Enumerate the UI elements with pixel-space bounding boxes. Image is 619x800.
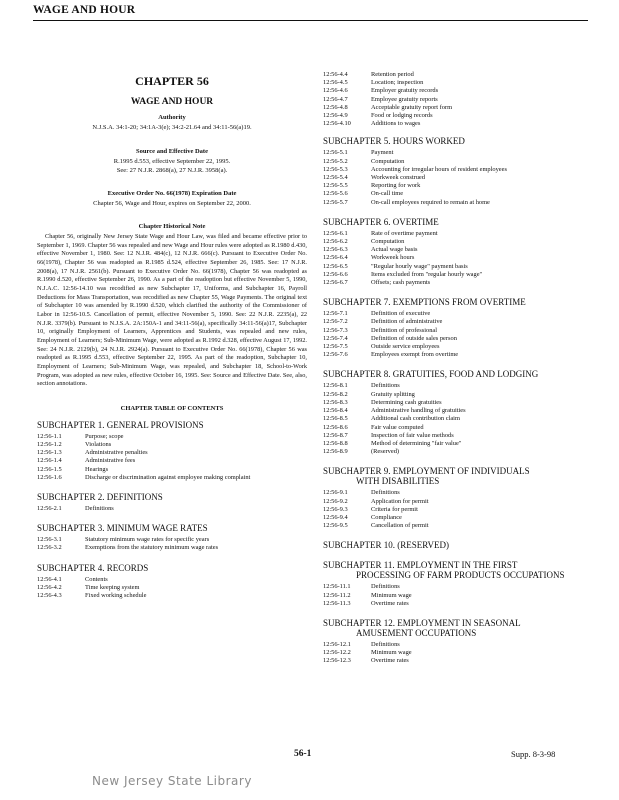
section-number: 12:56-4.4 <box>323 71 348 78</box>
subchapter-heading: SUBCHAPTER 7. EXEMPTIONS FROM OVERTIME <box>323 297 526 308</box>
toc-entry <box>323 254 601 262</box>
toc-entry <box>323 440 601 448</box>
section-title: Workweek hours <box>371 254 415 262</box>
section-number: 12:56-1.1 <box>37 432 62 440</box>
supplement-date: Supp. 8-3-98 <box>511 749 556 759</box>
toc-entry <box>323 600 601 608</box>
toc-entry <box>37 505 307 513</box>
toc-entry <box>323 351 601 359</box>
toc-entry <box>323 263 601 271</box>
section-number: 12:56-8.8 <box>323 439 348 447</box>
section-title: Computation <box>371 157 405 165</box>
section-title: Fair value computed <box>371 423 424 431</box>
toc-entry <box>323 498 601 506</box>
toc-entry <box>323 190 601 198</box>
section-number: 12:56-7.6 <box>323 351 348 359</box>
subchapter-heading: SUBCHAPTER 5. HOURS WORKED <box>323 136 465 147</box>
section-number: 12:56-4.6 <box>323 87 348 95</box>
toc-entry <box>37 584 307 592</box>
subchapter-heading: SUBCHAPTER 6. OVERTIME <box>323 216 439 227</box>
section-number: 12:56-5.6 <box>323 190 348 198</box>
section-number: 12:56-5.7 <box>323 198 348 206</box>
section-number: 12:56-12.1 <box>323 640 351 648</box>
section-number: 12:56-12.3 <box>323 657 351 665</box>
toc-entry <box>37 576 307 584</box>
subchapter-heading-continued: PROCESSING OF FARM PRODUCTS OCCUPATIONS <box>356 570 565 581</box>
section-number: 12:56-7.3 <box>323 326 348 334</box>
section-title: Definitions <box>371 489 400 497</box>
subchapter-block <box>37 420 307 482</box>
subchapter-heading: SUBCHAPTER 8. GRATUITIES, FOOD AND LODGING <box>323 369 539 380</box>
chapter-title: CHAPTER 56 <box>135 74 209 88</box>
section-title: On-call employees required to remain at home <box>371 198 490 206</box>
section-title: Location; inspection <box>371 79 424 87</box>
subchapter-heading: SUBCHAPTER 2. DEFINITIONS <box>37 492 163 503</box>
source-heading: Source and Effective Date <box>136 148 208 155</box>
section-title: Definition of professional <box>371 326 438 334</box>
section-title: Food or lodging records <box>371 112 433 120</box>
right-subchapter-list <box>323 136 601 665</box>
section-title: Additions to wages <box>371 120 421 128</box>
section-title: (Reserved) <box>371 448 400 456</box>
chapter-name: WAGE AND HOUR <box>130 97 214 107</box>
toc-entry <box>37 441 307 449</box>
section-number: 12:56-7.5 <box>323 343 348 351</box>
toc-entry <box>323 271 601 279</box>
section-number: 12:56-4.2 <box>37 583 62 591</box>
section-title: Compliance <box>371 513 402 521</box>
section-number: 12:56-11.3 <box>323 599 351 607</box>
section-title: Criteria for permit <box>371 505 418 513</box>
toc-entry <box>323 424 601 432</box>
section-title: Employer gratuity records <box>371 87 439 95</box>
section-title: Exemptions from the statutory minimum wage rates <box>85 544 219 552</box>
toc-entry <box>323 506 601 514</box>
section-title: Employees exempt from overtime <box>371 351 459 359</box>
history-heading: Chapter Historical Note <box>138 223 206 230</box>
section-number: 12:56-4.8 <box>323 103 348 111</box>
toc-entry <box>323 641 601 649</box>
section-title: On-call time <box>371 190 404 198</box>
source-line: R.1995 d.553, effective September 22, 1995. <box>113 158 231 165</box>
section-title: Reporting for work <box>371 182 421 190</box>
section-title: Additional cash contribution claim <box>371 415 460 423</box>
section-title: Actual wage basis <box>371 246 418 254</box>
section-title: Determining cash gratuities <box>371 398 442 406</box>
authority-heading: Authority <box>158 114 186 121</box>
running-header: WAGE AND HOUR <box>33 4 136 16</box>
section-title: Gratuity splitting <box>371 390 415 398</box>
toc-entry <box>37 536 307 544</box>
section-number: 12:56-5.5 <box>323 182 348 190</box>
toc-entry <box>323 583 601 591</box>
toc-entry <box>323 399 601 407</box>
records-continued-list <box>323 71 601 128</box>
toc-entry <box>323 310 601 318</box>
subchapter-heading: SUBCHAPTER 1. GENERAL PROVISIONS <box>37 419 204 430</box>
section-number: 12:56-5.2 <box>323 157 348 165</box>
subchapter-block <box>37 492 307 513</box>
right-column <box>323 26 601 666</box>
section-number: 12:56-5.3 <box>323 165 348 173</box>
toc-entry <box>37 449 307 457</box>
section-title: Definition of administrative <box>371 318 443 326</box>
subchapter-heading-continued: WITH DISABILITIES <box>356 476 440 487</box>
section-title: Discharge or discrimination against employee making complaint <box>85 473 251 481</box>
toc-entry <box>323 199 601 207</box>
section-title: Minimum wage <box>371 591 412 599</box>
section-title: Outside service employees <box>371 343 440 351</box>
section-title: Workweek construed <box>371 174 425 182</box>
section-number: 12:56-3.1 <box>37 536 62 544</box>
source-line: See: 27 N.J.R. 2868(a), 27 N.J.R. 3958(a). <box>116 167 228 174</box>
subchapter-heading: SUBCHAPTER 10. (RESERVED) <box>323 540 450 551</box>
section-number: 12:56-6.5 <box>323 262 348 270</box>
section-title: Definition of executive <box>371 310 431 318</box>
section-number: 12:56-5.1 <box>323 149 348 157</box>
section-number: 12:56-8.6 <box>323 423 348 431</box>
section-title: Overtime rates <box>371 657 409 665</box>
section-number: 12:56-4.5 <box>323 79 348 87</box>
toc-entry <box>323 182 601 190</box>
section-number: 12:56-6.3 <box>323 246 348 254</box>
section-number: 12:56-4.1 <box>37 575 62 583</box>
section-title: Definitions <box>371 640 400 648</box>
toc-entry <box>323 592 601 600</box>
section-title: Rate of overtime payment <box>371 229 438 237</box>
toc-entry <box>323 335 601 343</box>
section-title: Definition of outside sales person <box>371 334 457 342</box>
section-number: 12:56-6.2 <box>323 238 348 246</box>
toc-entry <box>323 318 601 326</box>
section-title: Definitions <box>371 382 400 390</box>
section-number: 12:56-1.3 <box>37 449 62 457</box>
section-title: Retention period <box>371 71 414 78</box>
toc-entry <box>323 71 601 79</box>
section-title: Definitions <box>85 505 114 513</box>
subchapter-block <box>323 136 601 206</box>
toc-entry <box>323 238 601 246</box>
exec-order-text: Chapter 56, Wage and Hour, expires on September 22, 2000. <box>93 200 251 207</box>
toc-entry <box>323 415 601 423</box>
section-number: 12:56-7.1 <box>323 310 348 318</box>
section-number: 12:56-4.10 <box>323 120 351 128</box>
section-title: Time keeping system <box>85 583 140 591</box>
section-number: 12:56-8.1 <box>323 382 348 390</box>
section-title: Overtime rates <box>371 599 409 607</box>
toc-entry <box>323 104 601 112</box>
subchapter-heading: SUBCHAPTER 9. EMPLOYMENT OF INDIVIDUALS <box>323 466 530 477</box>
toc-entry <box>323 382 601 390</box>
section-title: Administrative fees <box>85 457 136 465</box>
subchapter-block <box>323 560 601 608</box>
toc-entry <box>37 466 307 474</box>
section-number: 12:56-5.4 <box>323 174 348 182</box>
subchapter-block <box>323 540 601 550</box>
toc-entry <box>323 327 601 335</box>
section-number: 12:56-4.3 <box>37 592 62 600</box>
section-title: Inspection of fair value methods <box>371 431 454 439</box>
section-number: 12:56-4.9 <box>323 112 348 120</box>
toc-entry <box>323 657 601 665</box>
section-title: Statutory minimum wage rates for specific years <box>85 536 210 544</box>
toc-entry <box>323 96 601 104</box>
section-title: Purpose; scope <box>85 432 124 440</box>
section-number: 12:56-6.4 <box>323 254 348 262</box>
subchapter-heading: SUBCHAPTER 12. EMPLOYMENT IN SEASONAL <box>323 617 521 628</box>
subchapter-block <box>323 297 601 359</box>
section-number: 12:56-8.2 <box>323 390 348 398</box>
subchapter-block <box>323 466 601 530</box>
subchapter-heading-continued: AMUSEMENT OCCUPATIONS <box>356 627 477 638</box>
section-number: 12:56-4.7 <box>323 95 348 103</box>
toc-entry <box>323 649 601 657</box>
header-rule <box>33 20 588 21</box>
section-number: 12:56-8.7 <box>323 431 348 439</box>
section-title: Offsets; cash payments <box>371 279 431 287</box>
section-number: 12:56-6.6 <box>323 270 348 278</box>
section-title: Employee gratuity reports <box>371 95 438 103</box>
section-title: Definitions <box>371 583 400 591</box>
toc-entry <box>323 246 601 254</box>
toc-entry <box>37 592 307 600</box>
section-number: 12:56-9.2 <box>323 497 348 505</box>
subchapter-block <box>37 523 307 552</box>
section-number: 12:56-3.2 <box>37 544 62 552</box>
section-title: Computation <box>371 238 405 246</box>
library-stamp: New Jersey State Library <box>92 774 252 788</box>
toc-entry <box>37 433 307 441</box>
section-title: Fixed working schedule <box>85 592 147 600</box>
section-title: Contents <box>85 575 108 583</box>
section-number: 12:56-12.2 <box>323 649 351 657</box>
toc-entry <box>323 448 601 456</box>
toc-entry <box>37 457 307 465</box>
left-subchapter-list <box>37 420 307 600</box>
authority-text: N.J.S.A. 34:1-20; 34:1A-3(e); 34:2-21.64 and 34:11-56(a)19. <box>92 124 252 131</box>
section-title: "Regular hourly wage" payment basis <box>371 262 468 270</box>
section-number: 12:56-7.2 <box>323 318 348 326</box>
toc-heading: CHAPTER TABLE OF CONTENTS <box>120 404 224 412</box>
section-number: 12:56-8.4 <box>323 407 348 415</box>
section-number: 12:56-11.2 <box>323 591 351 599</box>
section-title: Items excluded from "regular hourly wage" <box>371 270 483 278</box>
subchapter-heading: SUBCHAPTER 3. MINIMUM WAGE RATES <box>37 523 208 534</box>
toc-entry <box>323 522 601 530</box>
section-title: Hearings <box>85 465 109 473</box>
section-number: 12:56-1.2 <box>37 441 62 449</box>
history-paragraph: Chapter 56, originally New Jersey State Wage and Hour Law, was filed and became effective prior to September 1, 1969. Chapter 56 was repealed and new Wage and Hour rules were adopted as R.1980 d.430, effective November 1, 1980. See: 12 N.J.R. 484(c), 12 N.J.R. 666(c). Pursuant to Executive Order No. 66(1978), Chapter 56 was readopted as R.1985 d.524, effective September 26, 1985. See: 17 N.J.R. 2008(a), 17 N.J.R. 2561(b). Pursuant to Executive Order No. 66(1978), Chapter 56 was readopted as R.1990 d.520, effective September 26, 1990. As a part of the readoption but effective November 5, 1990, N.J.A.C. 12:56-14.10 was recodified as new Subchapter 17, Uniforms, and Subchapter 16, Payroll Deductions for Mass Transportation, was recodified as new Chapter 55, Wage Payments. The original text of Subchapter 10 was amended by R.1990 d.520, which clarified the authority of the Commissioner of Labor in 12:56-10.5. Cancellation of permit, effective November 5, 1990. See: 22 N.J.R. 2235(a), 22 N.J.R. 3379(b). Pursuant to N.J.S.A. 2A:150A-1 and 34:11-56(a), specifically 34:11-56(a)17, Subchapter 10, originally Employment of Learners, Apprentices and Students, was repealed and new rules, Employment of Learners; Sub-Minimum Wage, were adopted as R.1992 d.328, effective August 17, 1992. See: 24 N.J.R. 2129(b), 24 N.J.R. 2924(a). Pursuant to Executive Order No. 66(1978), Chapter 56 was readopted as R.1995 d.553, effective September 22, 1995. As part of the readoption, Subchapter 10, Employment of Learners; Sub-Minimum Wage, was repealed, and Subchapter 18, School-to-Work Program, was adopted as new rules, effective October 16, 1995. See: Source and Effective Date. See, also, section annotations. <box>37 233 307 388</box>
subchapter-block <box>323 217 601 287</box>
subchapter-heading: SUBCHAPTER 11. EMPLOYMENT IN THE FIRST <box>323 560 518 571</box>
toc-entry <box>323 166 601 174</box>
section-number: 12:56-6.1 <box>323 229 348 237</box>
section-number: 12:56-1.6 <box>37 473 62 481</box>
section-number: 12:56-6.7 <box>323 279 348 287</box>
toc-entry <box>323 407 601 415</box>
toc-entry <box>323 432 601 440</box>
section-number: 12:56-11.1 <box>323 583 351 591</box>
section-title: Payment <box>371 149 394 157</box>
toc-entry <box>323 343 601 351</box>
toc-entry <box>323 112 601 120</box>
toc-entry <box>37 544 307 552</box>
left-column <box>37 26 307 600</box>
toc-entry <box>323 279 601 287</box>
section-number: 12:56-9.1 <box>323 489 348 497</box>
toc-entry <box>323 391 601 399</box>
section-title: Acceptable gratuity report form <box>371 103 453 111</box>
section-number: 12:56-7.4 <box>323 334 348 342</box>
subchapter-block <box>37 563 307 601</box>
page-number: 56-1 <box>294 749 312 759</box>
section-title: Method of determining "fair value" <box>371 439 462 447</box>
section-title: Administrative handling of gratuities <box>371 407 466 415</box>
section-title: Cancellation of permit <box>371 522 429 530</box>
section-number: 12:56-8.3 <box>323 398 348 406</box>
section-number: 12:56-9.4 <box>323 513 348 521</box>
toc-entry <box>323 489 601 497</box>
section-number: 12:56-2.1 <box>37 505 62 513</box>
section-number: 12:56-1.5 <box>37 465 62 473</box>
toc-entry <box>323 149 601 157</box>
toc-entry <box>323 120 601 128</box>
section-title: Administrative penalties <box>85 449 148 457</box>
section-title: Minimum wage <box>371 649 412 657</box>
section-number: 12:56-9.3 <box>323 505 348 513</box>
section-number: 12:56-9.5 <box>323 522 348 530</box>
toc-entry <box>323 514 601 522</box>
subchapter-block <box>323 618 601 666</box>
subchapter-block <box>323 369 601 456</box>
subchapter-heading: SUBCHAPTER 4. RECORDS <box>37 562 149 573</box>
toc-entry <box>323 174 601 182</box>
section-number: 12:56-1.4 <box>37 457 62 465</box>
section-title: Application for permit <box>371 497 429 505</box>
toc-entry <box>323 158 601 166</box>
toc-entry <box>37 474 307 482</box>
section-title: Violations <box>85 441 112 449</box>
toc-entry <box>323 230 601 238</box>
section-number: 12:56-8.9 <box>323 448 348 456</box>
section-number: 12:56-8.5 <box>323 415 348 423</box>
toc-entry <box>323 87 601 95</box>
section-title: Accounting for irregular hours of resident employees <box>371 165 507 173</box>
toc-entry <box>323 79 601 87</box>
exec-order-heading: Executive Order No. 66(1978) Expiration Date <box>107 190 237 197</box>
